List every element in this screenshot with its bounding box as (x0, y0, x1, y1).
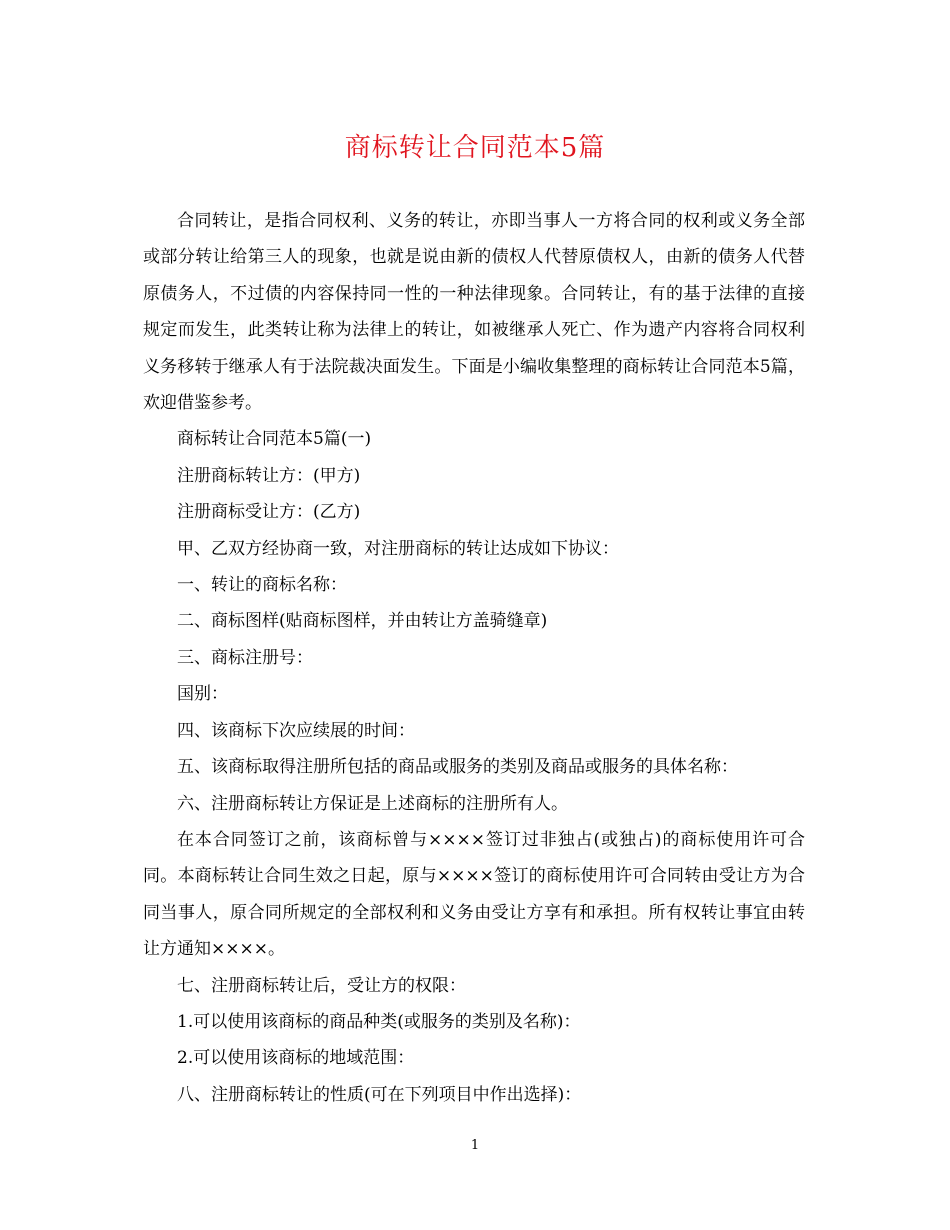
clause-7: 七、注册商标转让后，受让方的权限： (177, 975, 466, 996)
clause-4: 四、该商标下次应续展的时间： (177, 720, 415, 741)
clause-3: 三、商标注册号： (177, 647, 313, 668)
clause-1: 一、转让的商标名称： (177, 575, 347, 596)
party-a-line: 注册商标转让方：(甲方) (177, 465, 361, 486)
clause-6: 六、注册商标转让方保证是上述商标的注册所有人。 (177, 793, 568, 814)
country-line: 国别： (177, 684, 228, 705)
clause-7-item-2: 2.可以使用该商标的地域范围： (177, 1048, 415, 1069)
document-title: 商标转让合同范本5篇 (344, 133, 606, 163)
license-paragraph: 在本合同签订之前，该商标曾与××××签订过非独占(或独占)的商标使用许可合同。本商标转让合同生效之日起，原与××××签订的商标使用许可合同转由受让方为合同当事人，原合同所规定的全部权利和义务由受让方享有和承担。所有权转让事宜由转让方通知××××。 (143, 829, 805, 960)
clause-5: 五、该商标取得注册所包括的商品或服务的类别及商品或服务的具体名称： (177, 757, 738, 778)
intro-paragraph: 合同转让，是指合同权利、义务的转让，亦即当事人一方将合同的权利或义务全部或部分转让给第三人的现象，也就是说由新的债权人代替原债权人，由新的债务人代替原债务人，不过债的内容保持同一性的一种法律现象。合同转让，有的基于法律的直接规定而发生，此类转让称为法律上的转让，如被继承人死亡、作为遗产内容将合同权利义务移转于继承人有于法院裁决面发生。下面是小编收集整理的商标转让合同范本5篇，欢迎借鉴参考。 (143, 211, 805, 414)
page-number: 1 (470, 1138, 480, 1153)
agreement-line: 甲、乙双方经协商一致，对注册商标的转让达成如下协议： (177, 538, 619, 559)
party-b-line: 注册商标受让方：(乙方) (177, 502, 361, 523)
clause-7-item-1: 1.可以使用该商标的商品种类(或服务的类别及名称)： (177, 1011, 581, 1032)
clause-8: 八、注册商标转让的性质(可在下列项目中作出选择)： (177, 1084, 582, 1105)
clause-2: 二、商标图样(贴商标图样，并由转让方盖骑缝章) (177, 611, 548, 632)
section-heading: 商标转让合同范本5篇(一) (177, 429, 372, 450)
document-body (143, 203, 805, 1113)
